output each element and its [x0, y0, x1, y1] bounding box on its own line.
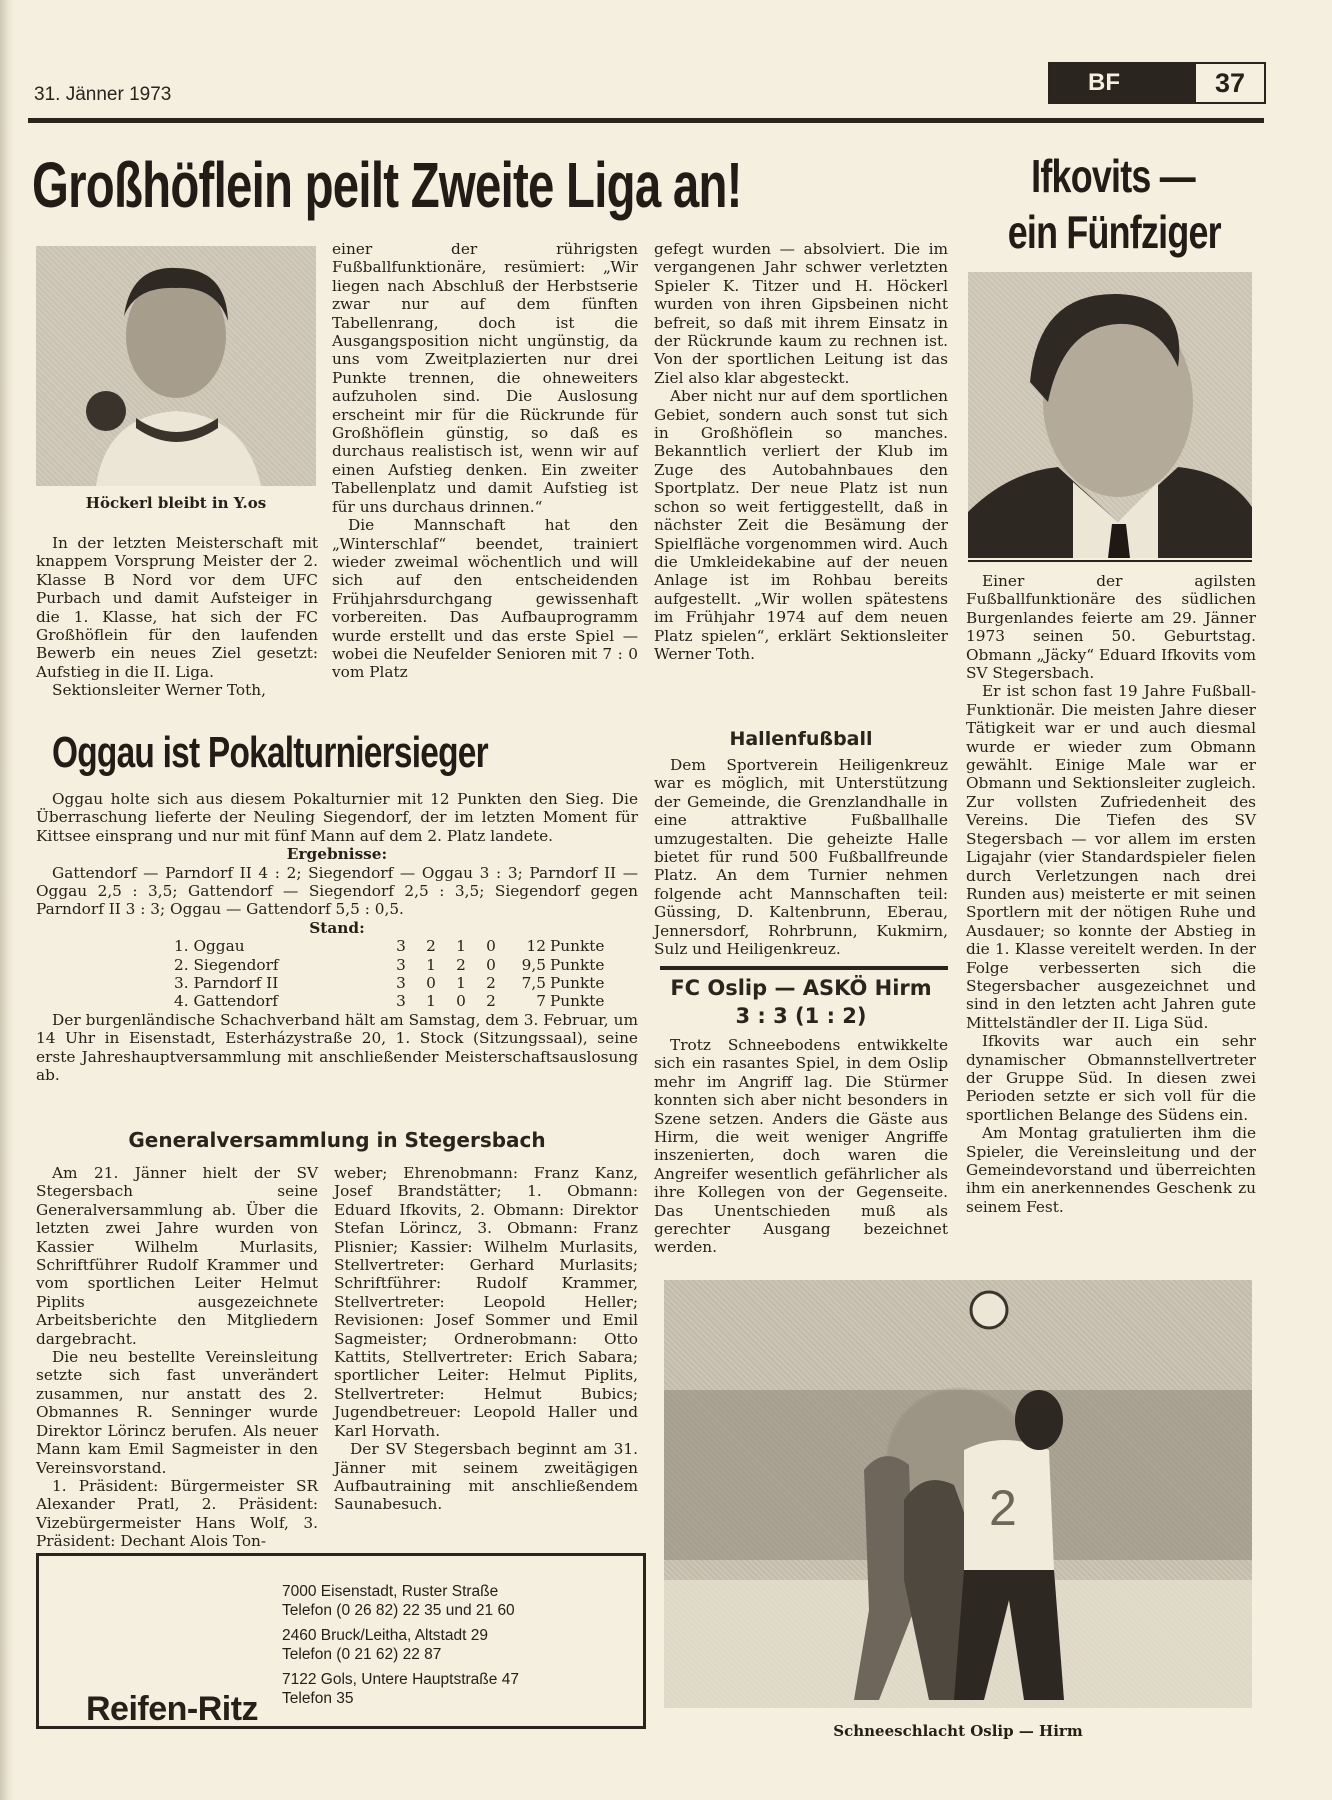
- ifkovits-article: [966, 572, 1256, 1216]
- points-unit: Punkte: [550, 992, 605, 1011]
- header-rule: [28, 118, 1264, 123]
- standings-label: Stand:: [309, 918, 365, 937]
- paragraph: 1. Präsident: Bürgermeister SR Alexander Pratl, 2. Präsident: Vizebürgermeister Hans Wolf, 3. Präsident: Dechant Alois Ton-: [36, 1476, 318, 1551]
- draws: 0: [456, 992, 466, 1011]
- main-headline: Großhöflein peilt Zweite Liga an!: [32, 149, 742, 221]
- general-article-col2: [334, 1164, 638, 1514]
- address-line: 7000 Eisenstadt, Ruster Straße: [282, 1583, 499, 1600]
- main-article-col1: [36, 534, 318, 700]
- losses: 0: [486, 937, 496, 956]
- main-article-col2: [332, 240, 638, 682]
- games: 3: [396, 937, 406, 956]
- hoeckerl-photo: [36, 246, 316, 486]
- hallen-article: [654, 756, 948, 958]
- results-label: Ergebnisse:: [286, 845, 388, 864]
- points: 12: [526, 937, 546, 956]
- standings-row: [36, 937, 638, 955]
- points: 7,5: [521, 974, 546, 993]
- oslip-match-photo: [664, 1280, 1252, 1708]
- section-divider: [660, 966, 948, 970]
- address-line: 2460 Bruck/Leitha, Altstadt 29: [282, 1627, 488, 1644]
- games: 3: [396, 955, 406, 974]
- general-headline: Generalversammlung in Stegersbach: [128, 1128, 546, 1152]
- paragraph: Trotz Schneebodens entwikkelte sich ein rasantes Spiel, in dem Oslip mehr im Angriff lag. Die Stürmer konnten sich aber nicht besonders in Szene setzen. Anders die Gäste aus Hirm, die weit weniger Angriffe inszenierten, doch waren die Angreifer wesentlich gefährlicher als ihre Kollegen von der Gegenseite. Das Unentschieden muß als gerechter Ausgang bezeichnet werden.: [654, 1036, 948, 1257]
- losses: 0: [486, 955, 496, 974]
- points: 9,5: [521, 955, 546, 974]
- results-text: Gattendorf — Parndorf II 4 : 2; Siegendorf — Oggau 3 : 3; Parndorf II — Oggau 2,5 : 3,5; Gattendorf — Siegendorf 2,5 : 3,5; Siegendorf gegen Parndorf II 3 : 3; Oggau — Gattendorf 5,5 : 0,5.: [36, 863, 638, 919]
- wins: 2: [426, 937, 436, 956]
- address-block: [282, 1626, 622, 1664]
- paragraph: Oggau holte sich aus diesem Pokalturnier mit 12 Punkten den Sieg. Die Überraschung lieferte der Neuling Siegendorf, der im letzten Moment für Kittsee einsprang und nur mit fünf Mann auf dem 2. Platz landete.: [36, 790, 638, 845]
- paragraph: einer der rührigsten Fußballfunktionäre, resümiert: „Wir liegen nach Abschluß der Herbstserie zwar nur auf dem fünften Tabellenrang, doch ist die Ausgangsposition nicht ungünstig, da uns vom Zweitplazierten nur drei Punkte trennen, die ohneweiters aufzuholen sind. Die Auslosung erscheint mir für die Rückrunde für Großhöflein günstig, so daß es durchaus realistisch ist, wenn wir auf einen Aufstieg denken. Ein zweiter Tabellenplatz und damit Aufstieg ist für uns durchaus drinnen.“: [332, 240, 638, 516]
- hallen-headline: Hallenfußball: [729, 728, 873, 750]
- paragraph: Die Mannschaft hat den „Winterschlaf“ beendet, trainiert wieder zweimal wöchentlich und will sich auf den entscheidenden Frühjahrsdurchgang gewissenhaft vorbereiten. Das Aufbauprogramm wurde erstellt und das erste Spiel — wobei die Neufelder Senioren mit 7 : 0 vom Platz: [332, 516, 638, 682]
- portrait-photo-icon: [36, 246, 316, 486]
- paragraph: Ifkovits war auch ein sehr dynamischer Obmannstellvertreter der Gruppe Süd. In diesen zwei Perioden setzte er sich voll für die sportlichen Belange des Südens ein.: [966, 1032, 1256, 1124]
- points-unit: Punkte: [550, 937, 605, 956]
- paragraph: Er ist schon fast 19 Jahre Fußball-Funktionär. Die meisten Jahre dieser Tätigkeit war er und auch diesmal wurde er wieder zum Obmann gewählt. Einige Male war er Obmann und Sektionsleiter zugleich. Zur vollsten Zufriedenheit des Vereins. Die Tiefen des SV Stegersbach — vor allem im ersten Ligajahr (vier Standardspieler fielen durch Verletzungen nach drei Runden aus) meisterte er mit seinen Sportlern mit der nötigen Ruhe und Ausdauer; so konnte der Abstieg in die 1. Klasse vereitelt werden. In der Folge verbesserten sich die Stegersbacher ausgezeichnet und sind in den letzten acht Jahren gute Mittelständler der II. Liga Süd.: [966, 682, 1256, 1032]
- paragraph: weber; Ehrenobmann: Franz Kanz, Josef Brandstätter; 1. Obmann: Eduard Ifkovits, 2. Obmann: Direktor Stefan Lörincz, 3. Obmann: Franz Plisnier; Kassier: Wilhelm Murlasits, Stellvertreter: Gerhard Murlasits; Schriftführer: Rudolf Krammer, Stellvertreter: Leopold Heller; Revisionen: Josef Sommer und Emil Sagmeister; Ordnerobmann: Otto Kattits, Stellvertreter: Erich Sabara; sportlicher Leiter: Helmut Piplits, Stellvertreter: Helmut Bubics; Jugendbetreuer: Leopold Haller und Karl Horvath.: [334, 1164, 638, 1440]
- losses: 2: [486, 992, 496, 1011]
- paragraph: gefegt wurden — absolviert. Die im vergangenen Jahr schwer verletzten Spieler K. Titzer und H. Höckerl wurden von ihren Gipsbeinen nicht befreit, so daß mit ihrem Einsatz in der Rückrunde kaum zu rechnen ist. Von der sportlichen Leitung ist das Ziel also klar abgesteckt.: [654, 240, 948, 387]
- paragraph: Am Montag gratulierten ihm die Spieler, die Vereinsleitung und der Gemeindevorstand und überreichten ihm ein anerkennendes Geschenk zu seinem Fest.: [966, 1124, 1256, 1216]
- points-unit: Punkte: [550, 974, 605, 993]
- team-name: 2. Siegendorf: [174, 955, 279, 974]
- advertiser-name: Reifen-Ritz: [86, 1690, 259, 1728]
- phone-line: Telefon (0 26 82) 22 35 und 21 60: [282, 1602, 515, 1619]
- wins: 1: [426, 955, 436, 974]
- phone-line: Telefon (0 21 62) 22 87: [282, 1646, 442, 1663]
- ifkovits-photo: [968, 272, 1252, 558]
- paragraph: Die neu bestellte Vereinsleitung setzte sich fast unverändert zusammen, nur anstatt des 2. Obmannes R. Senninger wurde Direktor Lörincz berufen. Als neuer Mann kam Emil Sagmeister in den Vereinsvorstand.: [36, 1348, 318, 1477]
- paragraph: Der SV Stegersbach beginnt am 31. Jänner mit seinem zweitägigen Aufbautraining mit anschließendem Saunabesuch.: [334, 1440, 638, 1514]
- standings-table: [36, 937, 638, 1011]
- chess-paragraph: Der burgenländische Schachverband hält am Samstag, dem 3. Februar, um 14 Uhr in Eisenstadt, Esterházystraße 20, 1. Stock (Sitzungssaal), seine erste Jahreshauptversammlung mit anschließender Meisterschaftsauslosung ab.: [36, 1010, 638, 1085]
- standings-row: [36, 956, 638, 974]
- oslip-headline: FC Oslip — ASKÖ Hirm: [670, 976, 932, 1000]
- oslip-photo-caption: Schneeschlacht Oslip — Hirm: [833, 1722, 1083, 1740]
- paragraph: Aber nicht nur auf dem sportlichen Gebiet, sondern auch sonst tut sich in Großhöflein so manches. Bekanntlich verliert der Klub im Zuge des Autobahnbaues den Sportplatz. Der neue Platz ist nun schon so weit fertiggestellt, daß in nächster Zeit die Besämung der Spielfläche vorgenommen wird. Auch die Umkleidekabine auf der neuen Anlage ist im Rohbau bereits aufgestellt. „Wir wollen spätestens im Frühjahr 1974 auf dem neuen Platz spielen“, erklärt Sektionsleiter Werner Toth.: [654, 387, 948, 663]
- address-block: [282, 1670, 622, 1708]
- football-photo-icon: [664, 1280, 1252, 1708]
- draws: 2: [456, 955, 466, 974]
- svg-text:2: 2: [989, 1480, 1017, 1536]
- losses: 2: [486, 974, 496, 993]
- issue-date: 31. Jänner 1973: [34, 84, 172, 105]
- ifkovits-headline-line2: ein Fünfziger: [1007, 206, 1221, 258]
- games: 3: [396, 974, 406, 993]
- address-block: [282, 1582, 622, 1620]
- page-number: 37: [1214, 67, 1246, 98]
- ifkovits-headline-line1: Ifkovits —: [1031, 150, 1195, 202]
- page-edge-shadow: [0, 0, 14, 1800]
- points: 7: [536, 992, 546, 1011]
- page-number-box: [1048, 62, 1266, 104]
- standings-row: [36, 992, 638, 1010]
- team-name: 3. Parndorf II: [174, 974, 279, 993]
- wins: 0: [426, 974, 436, 993]
- section-label: BF: [1050, 64, 1196, 102]
- main-article-col3: [654, 240, 948, 663]
- ifkovits-photo-rule: [968, 560, 1252, 562]
- team-name: 4. Gattendorf: [174, 992, 278, 1011]
- paragraph: Einer der agilsten Fußballfunktionäre des südlichen Burgenlandes feierte am 29. Jänner 1973 seinen 50. Geburtstag. Obmann „Jäcky“ Eduard Ifkovits vom SV Stegersbach.: [966, 572, 1256, 683]
- oggau-article: [36, 790, 638, 1085]
- advertiser-addresses: [282, 1582, 622, 1708]
- oslip-article: [654, 1036, 948, 1257]
- draws: 1: [456, 974, 466, 993]
- points-unit: Punkte: [550, 955, 605, 974]
- team-name: 1. Oggau: [174, 937, 245, 956]
- games: 3: [396, 992, 406, 1011]
- paragraph: Am 21. Jänner hielt der SV Stegersbach seine Generalversammlung ab. Über die letzten zwei Jahre wurden von Kassier Wilhelm Murlasits, Schriftführer Rudolf Krammer und vom sportlichen Leiter Helmut Piplits ausgezeichnete Arbeitsberichte den Mitgliedern dargebracht.: [36, 1164, 318, 1348]
- hoeckerl-photo-caption: Höckerl bleibt in Y.os: [85, 494, 267, 512]
- wins: 1: [426, 992, 436, 1011]
- address-line: 7122 Gols, Untere Hauptstraße 47: [282, 1671, 519, 1688]
- paragraph: Sektionsleiter Werner Toth,: [52, 681, 266, 700]
- paragraph: Dem Sportverein Heiligenkreuz war es möglich, mit Unterstützung der Gemeinde, die Grenzlandhalle in eine attraktive Fußballhalle umzugestalten. Die geheizte Halle bietet für rund 500 Fußballfreunde Platz. An dem Turnier nehmen folgende acht Mannschaften teil: Güssing, D. Kaltenbrunn, Eberau, Jennersdorf, Rohrbrunn, Kukmirn, Sulz und Heiligenkreuz.: [654, 756, 948, 959]
- standings-row: [36, 974, 638, 992]
- oslip-score: 3 : 3 (1 : 2): [735, 1004, 867, 1028]
- oggau-headline: Oggau ist Pokalturniersieger: [52, 728, 488, 777]
- general-article-col1: [36, 1164, 318, 1551]
- paragraph: In der letzten Meisterschaft mit knappem Vorsprung Meister der 2. Klasse B Nord vor dem UFC Purbach und damit Aufsteiger in die 1. Klasse, hat sich der FC Großhöflein für den laufenden Bewerb ein neues Ziel gesetzt: Aufstieg in die II. Liga.: [36, 534, 318, 681]
- phone-line: Telefon 35: [282, 1690, 354, 1707]
- portrait-photo-icon: [968, 272, 1252, 558]
- ifkovits-headline: [1008, 148, 1219, 260]
- draws: 1: [456, 937, 466, 956]
